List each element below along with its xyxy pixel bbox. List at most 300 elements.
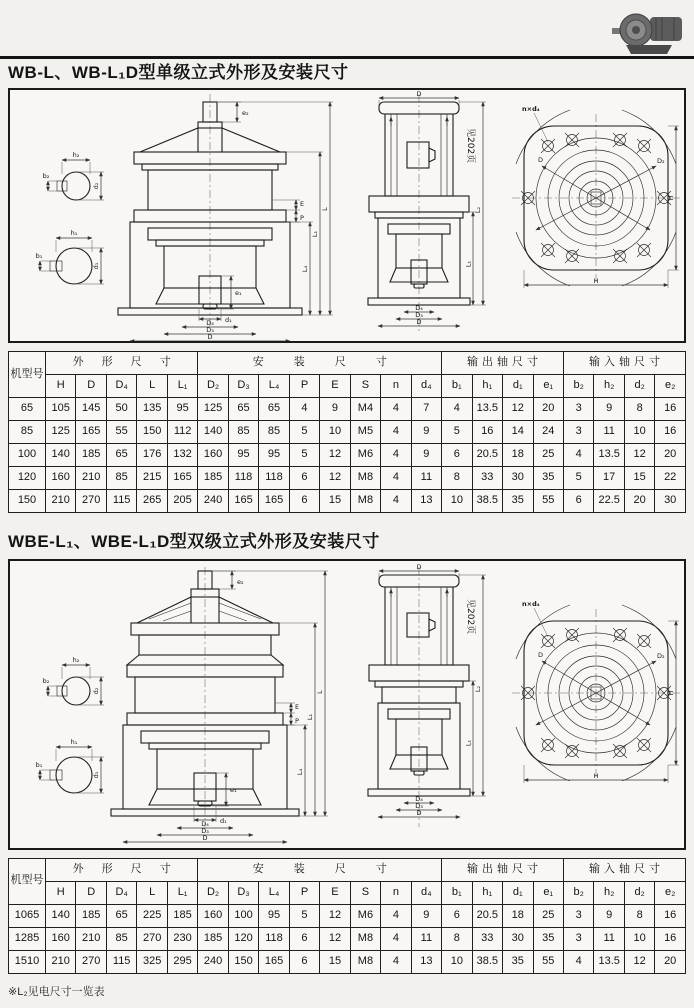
value-cell: 325 [137,950,167,973]
value-cell: 185 [76,444,106,467]
value-cell: 135 [137,398,167,421]
dim-label: D [416,562,422,571]
value-cell: 25 [533,444,563,467]
value-cell: 85 [106,467,136,490]
dim-label: L [316,689,324,694]
dim-label: D₄ [415,304,423,313]
value-cell: 5 [563,467,593,490]
value-cell: 230 [167,927,197,950]
value-cell: 50 [106,398,136,421]
column-header: e₁ [533,375,563,398]
dim-label: D [538,156,544,165]
value-cell: 65 [106,444,136,467]
table-row [9,421,686,444]
value-cell: M5 [350,421,380,444]
column-header: P [289,881,319,904]
value-cell: 16 [655,421,686,444]
value-cell: 10 [442,490,472,513]
value-cell: 33 [472,467,502,490]
value-cell: 4 [381,490,411,513]
value-cell: 5 [289,904,319,927]
section-heading-2: WBE-L₁、WBE-L₁D型双级立式外形及安装尺寸 [8,532,380,552]
value-cell: 33 [472,927,502,950]
dim-label: D [416,808,422,817]
value-cell: 35 [533,927,563,950]
value-cell: 185 [198,467,228,490]
value-cell: 12 [624,444,654,467]
dim-label: e₂ [242,109,249,118]
photo-motor [650,17,682,41]
column-header: D₄ [106,881,136,904]
value-cell: 85 [106,927,136,950]
value-cell: 150 [228,950,258,973]
value-cell: M8 [350,467,380,490]
value-cell: 15 [320,490,350,513]
column-header-row [9,881,686,904]
value-cell: 10 [624,421,654,444]
value-cell: 105 [46,398,76,421]
value-cell: 14 [503,421,533,444]
dim-label: L₁ [306,713,314,720]
value-cell: 3 [563,904,593,927]
dim-label: D₂ [657,157,665,166]
value-cell: 4 [381,444,411,467]
value-cell: 115 [106,490,136,513]
value-cell: 35 [533,467,563,490]
section-heading-1: WB-L、WB-L₁D型单级立式外形及安装尺寸 [8,63,349,82]
value-cell: 140 [46,444,76,467]
reducer-front-view [111,567,328,842]
column-header: S [350,375,380,398]
value-cell: 25 [533,904,563,927]
photo-base [626,45,672,54]
drawing-panel-single-stage [8,88,686,343]
table-head [9,858,686,904]
column-header: d₄ [411,375,441,398]
value-cell: 6 [289,490,319,513]
table-row [9,444,686,467]
see-page-note: 见202页 [465,128,475,164]
column-header: D₃ [228,881,258,904]
value-cell: 140 [46,904,76,927]
value-cell: 150 [137,421,167,444]
value-cell: 6 [442,904,472,927]
dim-label: D₂ [657,651,665,660]
dim-label: P [295,716,299,725]
value-cell: 35 [503,490,533,513]
column-header: d₂ [624,881,654,904]
column-header: b₁ [442,375,472,398]
top-rule [0,56,694,59]
reducer-front-view [118,94,333,341]
column-header: D₂ [198,375,228,398]
dim-label: D [416,90,422,99]
value-cell: 12 [320,904,350,927]
column-header: L [137,375,167,398]
value-cell: 18 [503,444,533,467]
value-cell: 12 [320,927,350,950]
value-cell: M4 [350,398,380,421]
column-header: n [381,375,411,398]
model-cell: 120 [9,467,46,490]
value-cell: 210 [76,467,106,490]
group-header-overall: 外形尺寸 [46,858,198,881]
column-header-row [9,375,686,398]
dim-label: d₁ [92,771,100,778]
flange-top-view [512,600,680,783]
column-header: h₁ [472,375,502,398]
value-cell: 65 [106,904,136,927]
column-header: E [320,881,350,904]
group-header-overall: 外形尺寸 [46,352,198,375]
value-cell: 165 [259,950,289,973]
dim-label: H [593,771,599,780]
column-header: b₂ [563,881,593,904]
column-header: n [381,881,411,904]
value-cell: 100 [228,904,258,927]
value-cell: 16 [655,927,686,950]
column-header: h₂ [594,375,624,398]
column-header: D [76,375,106,398]
column-header: L₄ [259,881,289,904]
value-cell: 13.5 [472,398,502,421]
value-cell: 118 [259,467,289,490]
value-cell: 6 [289,927,319,950]
value-cell: 4 [381,467,411,490]
value-cell: 20 [624,490,654,513]
dim-label: E [300,200,305,209]
column-header: D₂ [198,881,228,904]
dim-label: D [207,333,213,342]
value-cell: 30 [503,467,533,490]
value-cell: 11 [594,927,624,950]
dim-label: L₄ [301,266,309,273]
column-header: E [320,375,350,398]
dim-label: d₁ [220,816,227,825]
dim-label: L₂ [474,207,482,214]
value-cell: 8 [624,398,654,421]
value-cell: 118 [228,467,258,490]
group-header-input-shaft: 输入轴尺寸 [563,858,685,881]
value-cell: 265 [137,490,167,513]
column-header: H [46,375,76,398]
table-body [9,398,686,513]
value-cell: 112 [167,421,197,444]
value-cell: 5 [289,421,319,444]
value-cell: 4 [442,398,472,421]
value-cell: 120 [228,927,258,950]
dim-label: e₂ [237,577,244,586]
value-cell: 4 [563,444,593,467]
single-stage-drawing [10,90,684,341]
value-cell: 13 [411,950,441,973]
column-header: L₄ [259,375,289,398]
column-header: D₃ [228,375,258,398]
value-cell: 30 [655,490,686,513]
dim-label: b₂ [42,676,50,685]
value-cell: 270 [137,927,167,950]
two-stage-drawing [10,561,684,848]
value-cell: 22.5 [594,490,624,513]
column-header: h₁ [472,881,502,904]
see-page-note: 见202页 [465,598,475,634]
value-cell: 12 [320,467,350,490]
reducer-motor-view [368,90,486,334]
value-cell: 17 [594,467,624,490]
dim-label: d₁ [92,262,100,270]
value-cell: 270 [76,950,106,973]
value-cell: 16 [472,421,502,444]
group-header-row [9,858,686,881]
input-shaft-section-view [43,151,104,200]
column-header: b₁ [442,881,472,904]
column-header: d₁ [503,881,533,904]
value-cell: 210 [46,490,76,513]
dim-label: h₂ [72,151,80,160]
value-cell: 3 [563,398,593,421]
model-cell: 65 [9,398,46,421]
value-cell: 38.5 [472,950,502,973]
value-cell: 20 [533,398,563,421]
value-cell: 12 [503,398,533,421]
value-cell: 20.5 [472,904,502,927]
model-cell: 150 [9,490,46,513]
value-cell: 5 [289,444,319,467]
table-row [9,490,686,513]
model-cell: 1065 [9,904,46,927]
value-cell: 295 [167,950,197,973]
value-cell: 30 [503,927,533,950]
model-cell: 1510 [9,950,46,973]
value-cell: 6 [289,467,319,490]
value-cell: 210 [46,950,76,973]
column-header: L [137,881,167,904]
value-cell: 5 [442,421,472,444]
value-cell: 240 [198,490,228,513]
value-cell: 95 [228,444,258,467]
model-column-header: 机型号 [9,858,46,904]
column-header: D [76,881,106,904]
dim-label: n×d₄ [522,105,540,114]
dim-label: E [295,702,300,711]
value-cell: 15 [624,467,654,490]
value-cell: 95 [259,444,289,467]
value-cell: 9 [411,444,441,467]
value-cell: 11 [594,421,624,444]
dim-label: d₂ [92,687,100,694]
value-cell: 13.5 [594,950,624,973]
value-cell: 4 [289,398,319,421]
value-cell: 13.5 [594,444,624,467]
value-cell: 24 [533,421,563,444]
value-cell: 9 [594,398,624,421]
column-header: H [46,881,76,904]
dim-label: L₄ [296,768,304,775]
dim-label: D [416,318,422,327]
value-cell: 38.5 [472,490,502,513]
value-cell: 132 [167,444,197,467]
value-cell: 4 [381,950,411,973]
column-header: L₁ [167,881,197,904]
value-cell: 4 [381,398,411,421]
column-header: d₄ [411,881,441,904]
value-cell: 12 [320,444,350,467]
model-column-header: 机型号 [9,352,46,398]
dim-label: D₃ [415,801,423,810]
dim-label: D [538,650,544,659]
value-cell: 9 [594,904,624,927]
output-shaft-section-view [36,229,104,284]
value-cell: 225 [137,904,167,927]
value-cell: 10 [320,421,350,444]
column-header: e₂ [655,881,686,904]
input-shaft-section-view [43,656,104,705]
table-row [9,398,686,421]
dim-label: e₁ [235,289,242,298]
dim-label: d₁ [225,316,232,325]
value-cell: 118 [259,927,289,950]
value-cell: 160 [198,444,228,467]
column-header: e₂ [655,375,686,398]
value-cell: 10 [442,950,472,973]
value-cell: 7 [411,398,441,421]
value-cell: 55 [533,950,563,973]
value-cell: 85 [228,421,258,444]
product-photo [610,5,688,57]
value-cell: 165 [259,490,289,513]
value-cell: 20.5 [472,444,502,467]
output-shaft-section-view [36,738,104,793]
value-cell: M8 [350,490,380,513]
value-cell: 16 [655,904,686,927]
column-header: P [289,375,319,398]
value-cell: 160 [46,927,76,950]
value-cell: 205 [167,490,197,513]
dim-label: d₂ [92,182,100,190]
value-cell: M8 [350,950,380,973]
value-cell: 3 [563,421,593,444]
value-cell: 185 [198,927,228,950]
value-cell: 11 [411,927,441,950]
value-cell: 3 [563,927,593,950]
column-header: b₂ [563,375,593,398]
column-header: d₁ [503,375,533,398]
group-header-output-shaft: 输出轴尺寸 [442,352,564,375]
footnote: ※L₂见电尺寸一览表 [8,985,105,998]
model-cell: 85 [9,421,46,444]
value-cell: 4 [381,927,411,950]
value-cell: 95 [259,904,289,927]
table-row [9,927,686,950]
value-cell: 4 [381,904,411,927]
value-cell: 95 [167,398,197,421]
value-cell: 145 [76,398,106,421]
value-cell: 4 [381,421,411,444]
value-cell: 165 [167,467,197,490]
value-cell: 8 [442,927,472,950]
group-header-input-shaft: 输入轴尺寸 [563,352,685,375]
value-cell: 176 [137,444,167,467]
dim-label: D₄ [206,319,214,328]
dim-label: L₁ [464,739,473,746]
value-cell: 16 [655,398,686,421]
dim-label: e₁ [230,785,237,794]
value-cell: 125 [198,398,228,421]
dim-label: P [300,214,304,223]
value-cell: 11 [411,467,441,490]
flange-top-view [512,105,680,288]
value-cell: 55 [106,421,136,444]
value-cell: M8 [350,927,380,950]
dim-label: H [667,195,675,201]
dim-label: L₂ [474,685,482,692]
group-header-mounting: 安装尺寸 [198,352,442,375]
value-cell: 12 [624,950,654,973]
value-cell: 35 [503,950,533,973]
dim-label: D₃ [415,311,423,320]
value-cell: 115 [106,950,136,973]
dim-label: h₂ [72,655,80,664]
dim-label: H [593,277,599,286]
value-cell: 140 [198,421,228,444]
column-header: h₂ [594,881,624,904]
dimension-table-two-stage [8,858,686,974]
value-cell: 9 [411,421,441,444]
model-cell: 100 [9,444,46,467]
value-cell: 55 [533,490,563,513]
value-cell: 215 [137,467,167,490]
dim-label: L₁ [311,231,319,238]
column-header: L₁ [167,375,197,398]
drawing-panel-two-stage [8,559,686,850]
value-cell: 4 [563,950,593,973]
value-cell: 8 [442,467,472,490]
dim-label: D₃ [206,326,214,335]
value-cell: 185 [76,904,106,927]
value-cell: 8 [624,904,654,927]
value-cell: 6 [563,490,593,513]
group-header-output-shaft: 输出轴尺寸 [442,858,564,881]
dim-label: b₁ [35,760,43,769]
table-row [9,467,686,490]
value-cell: 270 [76,490,106,513]
table-row [9,904,686,927]
dim-label: L₁ [464,261,473,268]
value-cell: 18 [503,904,533,927]
model-cell: 1285 [9,927,46,950]
dim-label: h₁ [70,229,78,238]
dim-label: H [667,690,675,695]
value-cell: 85 [259,421,289,444]
value-cell: 9 [411,904,441,927]
value-cell: 165 [228,490,258,513]
value-cell: 160 [46,467,76,490]
dim-label: D₄ [415,794,423,803]
value-cell: 9 [320,398,350,421]
table-head [9,352,686,398]
dim-label: b₁ [35,252,43,261]
table-body [9,904,686,973]
group-header-mounting: 安装尺寸 [198,858,442,881]
column-header: e₁ [533,881,563,904]
value-cell: 165 [76,421,106,444]
table-row [9,950,686,973]
reducer-motor-view [368,563,486,827]
column-header: S [350,881,380,904]
dimension-table-single-stage [8,351,686,513]
value-cell: 13 [411,490,441,513]
dim-label: n×d₄ [522,599,540,608]
